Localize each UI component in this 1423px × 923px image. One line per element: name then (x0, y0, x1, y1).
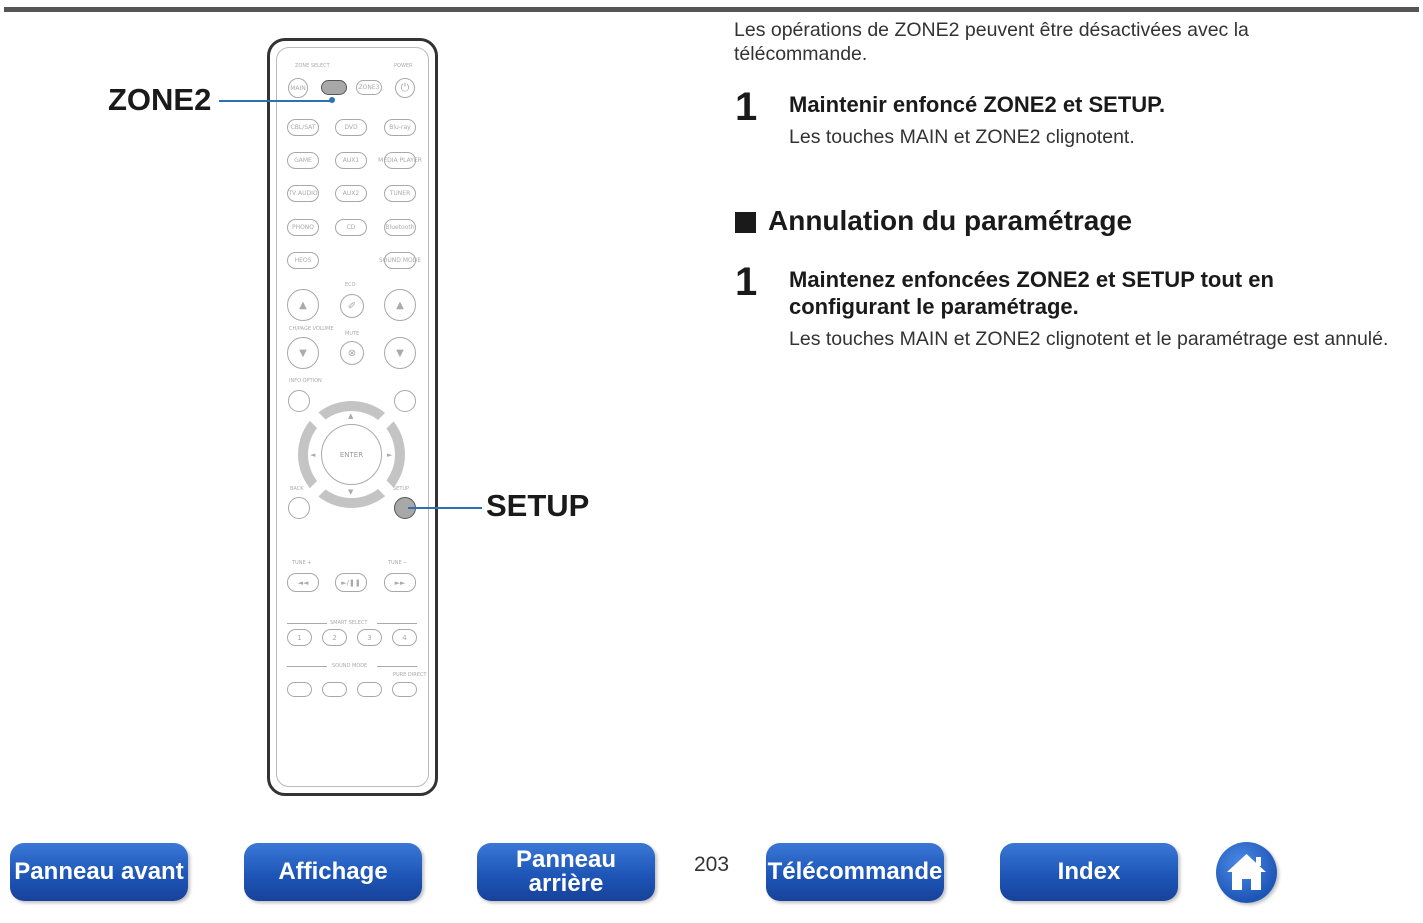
mute-label: MUTE (345, 331, 360, 337)
main-button[interactable]: MAIN (288, 78, 308, 98)
ch-page-volume-label: CH/PAGE VOLUME (289, 326, 334, 332)
cursor-left-icon[interactable]: ◄ (310, 451, 316, 459)
step-title: Maintenez enfoncées ZONE2 et SETUP tout en configurant le paramétrage. (789, 267, 1274, 319)
smart-select-4-button[interactable]: 4 (392, 629, 417, 646)
zone2-callout-line (219, 100, 332, 102)
step-number: 1 (735, 260, 758, 304)
section-title: Annulation du paramétrage (768, 205, 1133, 236)
option-button[interactable] (394, 390, 416, 412)
sound-mode-divider (287, 666, 327, 667)
pure-direct-button[interactable] (392, 682, 417, 697)
power-icon: ⏻ (400, 81, 410, 94)
channel-down-button[interactable]: ▼ (287, 337, 319, 369)
tuner-button[interactable]: TUNER (384, 185, 416, 202)
setup-label: SETUP (393, 486, 410, 492)
cursor-down-icon[interactable]: ▼ (348, 488, 354, 496)
aux1-button[interactable]: AUX1 (335, 152, 367, 169)
channel-up-button[interactable]: ▲ (287, 289, 319, 321)
heos-button[interactable]: HEOS (287, 252, 319, 269)
tune-minus-label: TUNE − (388, 560, 408, 566)
media-player-button[interactable]: MEDIA PLAYER (384, 152, 416, 169)
zone-select-label: ZONE SELECT (295, 63, 330, 69)
page-number: 203 (694, 853, 730, 876)
panneau-avant-button[interactable]: Panneau avant (10, 843, 188, 901)
play-pause-button[interactable]: ►/❚❚ (335, 573, 367, 592)
pure-direct-label: PURE DIRECT (393, 672, 427, 678)
mute-icon: ⊗ (347, 347, 357, 359)
zone2-callout-dot (329, 97, 335, 103)
sound-mode-3-button[interactable] (357, 682, 382, 697)
smart-select-divider (287, 623, 327, 624)
enter-button[interactable]: ENTER (321, 424, 382, 485)
smart-select-divider (377, 623, 417, 624)
bluetooth-button[interactable]: Bluetooth (384, 219, 416, 236)
section-square-icon (735, 212, 756, 233)
zone3-button[interactable]: ZONE3 (356, 80, 382, 95)
cbl-sat-button[interactable]: CBL/SAT (287, 119, 319, 136)
step-title: Maintenir enfoncé ZONE2 et SETUP. (789, 92, 1166, 117)
sound-mode-bottom-label: SOUND MODE (332, 663, 368, 669)
sound-mode-button[interactable]: SOUND MODE (384, 252, 416, 269)
smart-select-3-button[interactable]: 3 (357, 629, 382, 646)
power-label: POWER (394, 63, 413, 69)
step-number: 1 (735, 85, 758, 129)
sound-mode-divider (377, 666, 417, 667)
setup-callout-line (408, 507, 482, 509)
next-button[interactable]: ►► (384, 573, 416, 592)
info-button[interactable] (288, 390, 310, 412)
mute-button[interactable] (340, 341, 364, 365)
power-button[interactable] (395, 78, 415, 98)
index-button[interactable]: Index (1000, 843, 1178, 901)
eco-button[interactable] (340, 294, 364, 318)
panneau-arriere-line2: arrière (528, 870, 604, 897)
info-option-label: INFO OPTION (289, 378, 322, 384)
back-button[interactable] (288, 497, 310, 519)
panneau-arriere-button[interactable] (477, 843, 655, 901)
sound-mode-1-button[interactable] (287, 682, 312, 697)
blu-ray-button[interactable]: Blu-ray (384, 119, 416, 136)
cursor-up-icon[interactable]: ▲ (348, 412, 354, 420)
step-description: Les touches MAIN et ZONE2 clignotent. (789, 126, 1135, 148)
tune-plus-label: TUNE + (292, 560, 312, 566)
home-icon (1216, 842, 1277, 903)
game-button[interactable]: GAME (287, 152, 319, 169)
phono-button[interactable]: PHONO (287, 219, 319, 236)
aux2-button[interactable]: AUX2 (335, 185, 367, 202)
setup-callout-label: SETUP (486, 488, 590, 523)
smart-select-label: SMART SELECT (330, 620, 368, 626)
sound-mode-2-button[interactable] (322, 682, 347, 697)
volume-down-button[interactable]: ▼ (384, 337, 416, 369)
leaf-icon: ✐ (347, 300, 357, 312)
telecommande-button[interactable]: Télécommande (766, 843, 944, 901)
back-label: BACK (290, 486, 304, 492)
intro-text: Les opérations de ZONE2 peuvent être désactivées avec la télécommande. (734, 19, 1249, 65)
affichage-button[interactable]: Affichage (244, 843, 422, 901)
top-rule (4, 7, 1419, 12)
eco-label: ECO (345, 282, 356, 288)
zone2-button[interactable]: ZONE2 (321, 80, 347, 95)
smart-select-2-button[interactable]: 2 (322, 629, 347, 646)
cd-button[interactable]: CD (335, 219, 367, 236)
zone2-callout-label: ZONE2 (108, 82, 212, 117)
cursor-right-icon[interactable]: ► (387, 451, 393, 459)
home-button[interactable] (1216, 842, 1277, 903)
dvd-button[interactable]: DVD (335, 119, 367, 136)
tv-audio-button[interactable]: TV AUDIO (287, 185, 319, 202)
previous-button[interactable]: ◄◄ (287, 573, 319, 592)
smart-select-1-button[interactable]: 1 (287, 629, 312, 646)
panneau-arriere-line1: Panneau (515, 846, 617, 873)
volume-up-button[interactable]: ▲ (384, 289, 416, 321)
step-description: Les touches MAIN et ZONE2 clignotent et le paramétrage est annulé. (789, 328, 1389, 350)
